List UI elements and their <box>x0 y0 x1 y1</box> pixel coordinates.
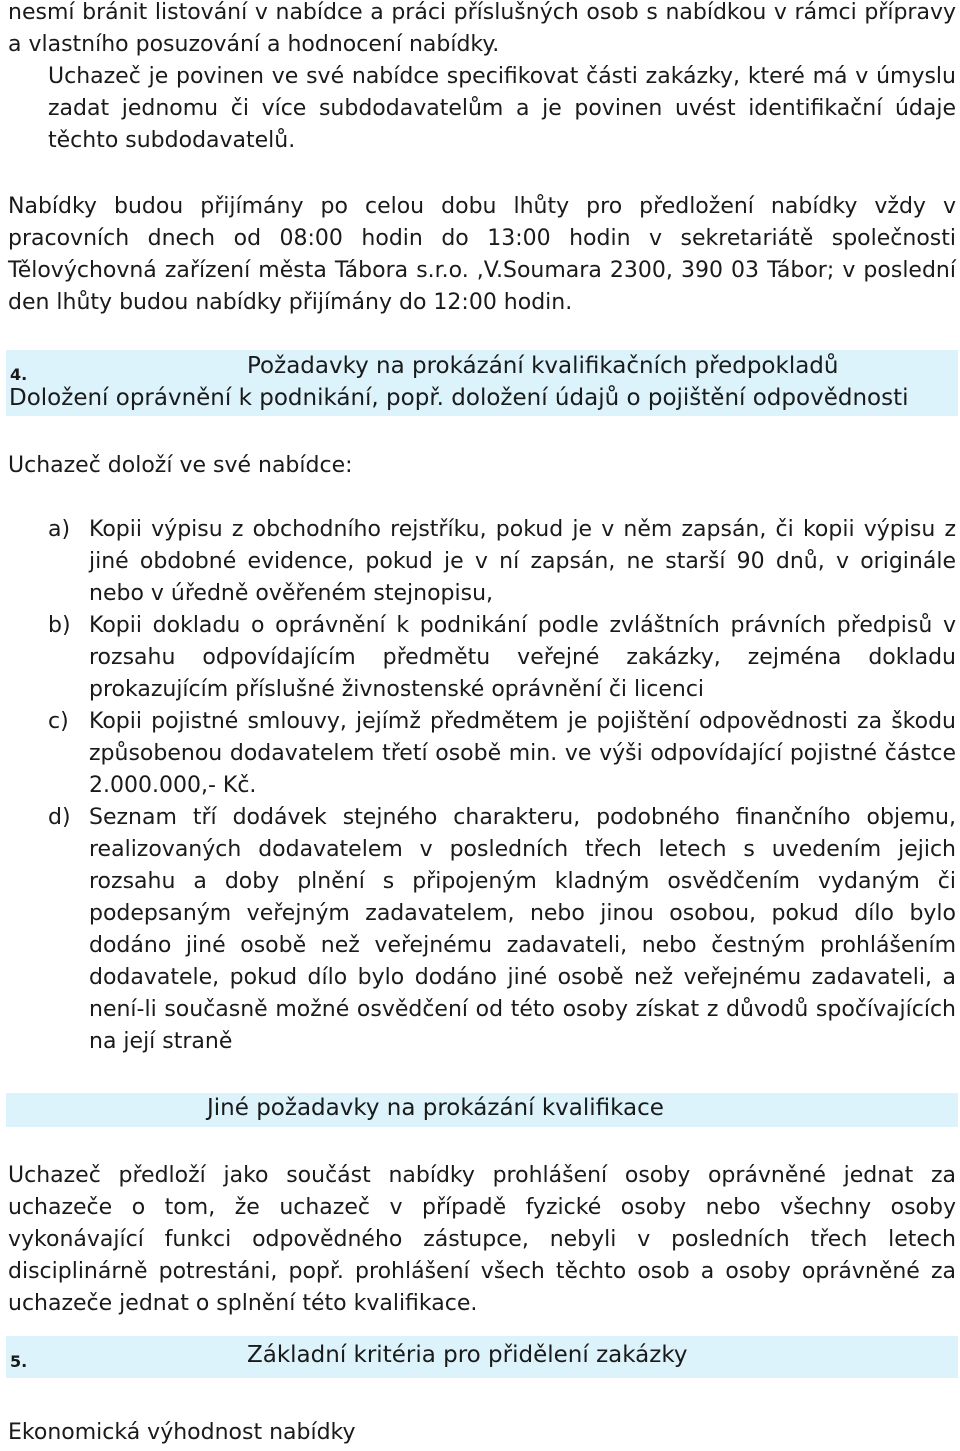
list-item-text: Kopii dokladu o oprávnění k podnikání podle zvláštních právních předpisů v rozsahu odpovídajícím předmětu veřejné zakázky, zejména dokladu prokazujícím příslušné živnostenské oprávnění či licenci <box>89 613 956 702</box>
list-item-label: d) <box>48 805 71 830</box>
section-4-lead <box>8 450 956 482</box>
list-item <box>8 610 956 706</box>
list-item <box>8 802 956 1058</box>
list-item <box>8 514 956 610</box>
other-requirements-heading <box>6 1093 958 1127</box>
section-4-lead-text: Uchazeč doloží ve své nabídce: <box>8 453 353 478</box>
other-requirements-title: Jiné požadavky na prokázání kvalifikace <box>207 1095 664 1121</box>
intro-paragraph-2 <box>8 191 956 319</box>
section-5-lead <box>8 1417 956 1449</box>
list-item-label: c) <box>48 709 69 734</box>
list-item-text: Seznam tří dodávek stejného charakteru, podobného finančního objemu, realizovaných dodavatelem v posledních třech letech s uvedením jejich rozsahu a doby plnění s připojeným kladným osvědčením vydaným či podepsaným veřejným zadavatelem, nebo jinou osobou, pokud dílo bylo dodáno jiné osobě než veřejnému zadavateli, nebo čestným prohlášením dodavatele, pokud dílo bylo dodáno jiné osobě než veřejnému zadavateli, a není-li současně možné osvědčení od této osoby získat z důvodů spočívajících na její straně <box>89 805 956 1054</box>
list-item-label: a) <box>48 517 71 542</box>
intro-line-continuation: nesmí bránit listování v nabídce a práci příslušných osob s nabídkou v rámci přípravy a vlastního posuzování a hodnocení nabídky. <box>8 0 956 57</box>
section-5-number: 5. <box>10 1352 28 1371</box>
section-4-title: Požadavky na prokázání kvalifikačních předpokladů <box>247 353 839 379</box>
submission-hours-text: Nabídky budou přijímány po celou dobu lhůty pro předložení nabídky vždy v pracovních dnech od 08:00 hodin do 13:00 hodin v sekretariátě společnosti Tělovýchovná zařízení města Tábora s.r.o. ,V.Soumara 2300, 390 03 Tábor; v poslední den lhůty budou nabídky přijímány do 12:00 hodin. <box>8 194 956 315</box>
list-item-text: Kopii pojistné smlouvy, jejímž předmětem je pojištění odpovědnosti za škodu způsobenou dodavatelem třetí osobě min. ve výši odpovídající pojistné částce 2.000.000,- Kč. <box>89 709 956 798</box>
list-item <box>8 706 956 802</box>
section-4-subtitle: Doložení oprávnění k podnikání, popř. doložení údajů o pojištění odpovědnosti <box>9 385 909 411</box>
section-4-number: 4. <box>10 365 28 384</box>
section-5-title: Základní kritéria pro přidělení zakázky <box>247 1342 688 1368</box>
intro-subcontractor-text: Uchazeč je povinen ve své nabídce specifikovat části zakázky, které má v úmyslu zadat jednomu či více subdodavatelům a je povinen uvést identifikační údaje těchto subdodavatelů. <box>48 64 956 153</box>
requirements-list <box>8 514 956 1058</box>
section-4-heading <box>6 350 958 416</box>
other-requirements-text: Uchazeč předloží jako součást nabídky prohlášení osoby oprávněné jednat za uchazeče o tom, že uchazeč v případě fyzické osoby nebo všechny osoby vykonávající funkci odpovědného zástupce, nebyli v posledních třech letech disciplinárně potrestáni, popř. prohlášení všech těchto osob a osoby oprávněné za uchazeče jednat o splnění této kvalifikace. <box>8 1163 956 1316</box>
section-5-lead-text: Ekonomická výhodnost nabídky <box>8 1420 356 1445</box>
list-item-text: Kopii výpisu z obchodního rejstříku, pokud je v něm zapsán, či kopii výpisu z jiné obdobné evidence, pokud je v ní zapsán, ne starší 90 dnů, v originále nebo v úředně ověřeném stejnopisu, <box>89 517 956 606</box>
intro-paragraph-1 <box>8 0 956 157</box>
list-item-label: b) <box>48 613 71 638</box>
other-requirements-paragraph <box>8 1160 956 1320</box>
section-5-heading <box>6 1336 958 1378</box>
